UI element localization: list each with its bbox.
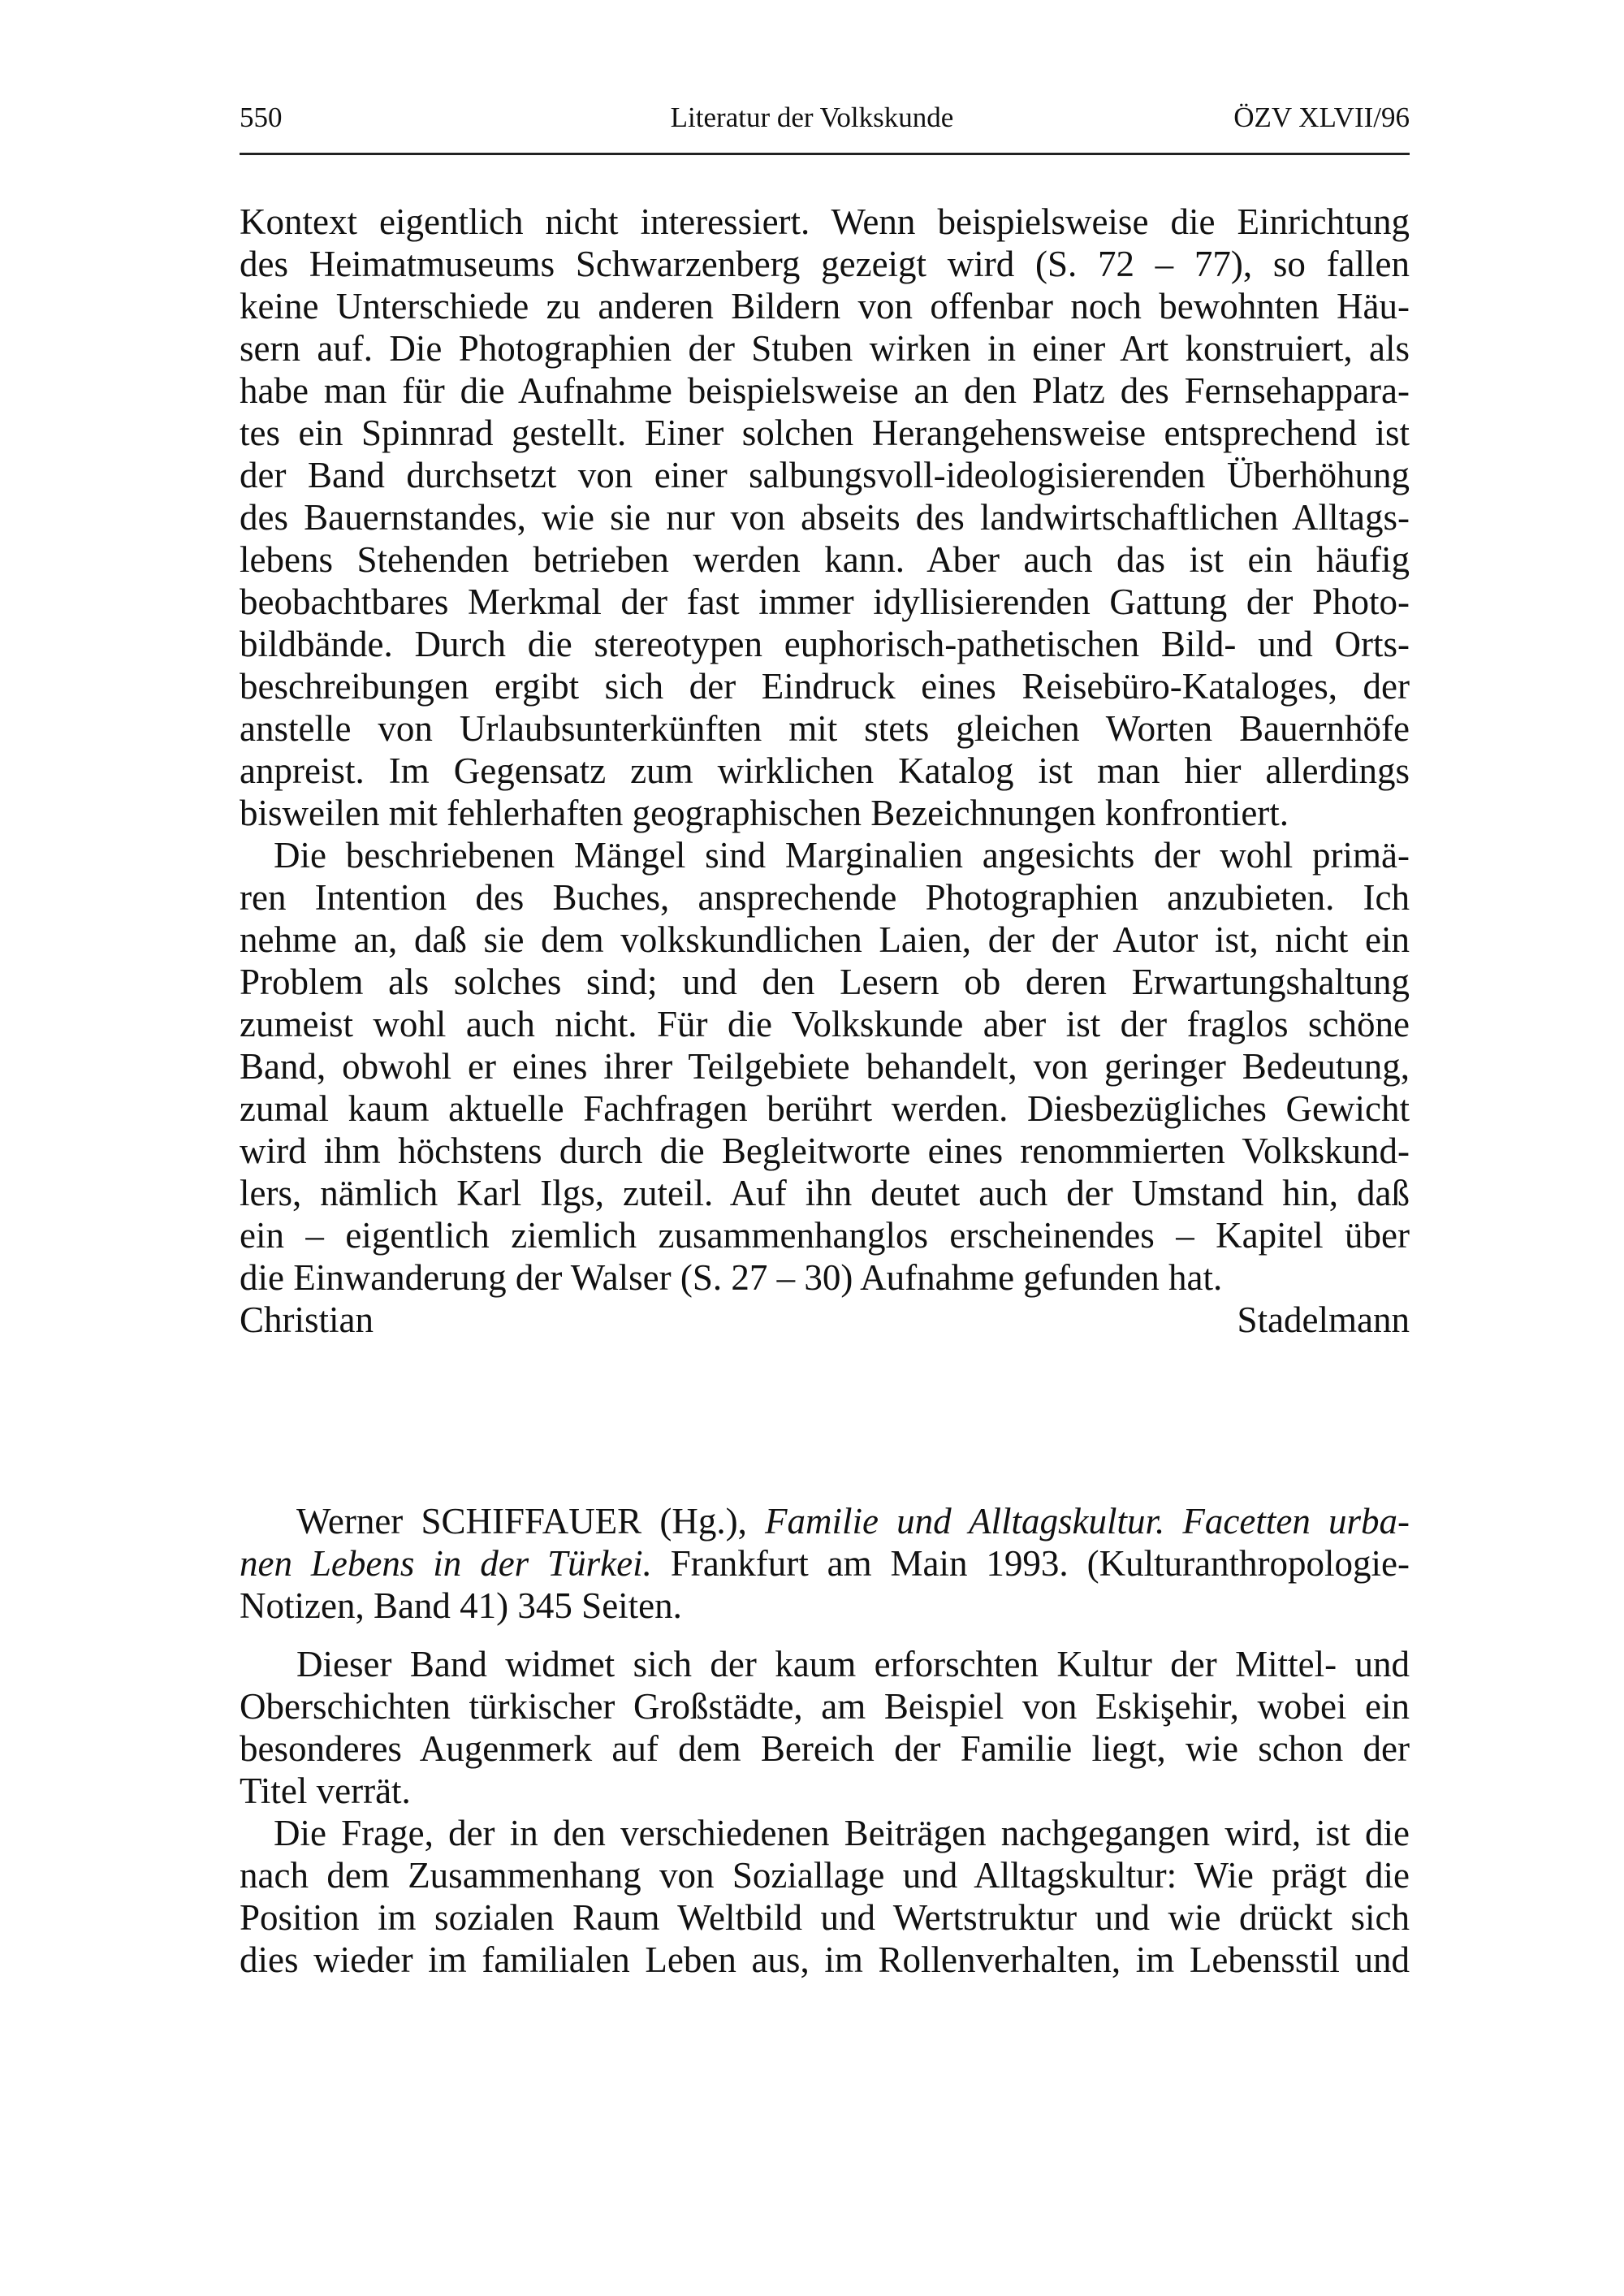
citation-author: Werner SCHIFFAUER (Hg.), (296, 1501, 765, 1541)
text-line: beobachtbares Merkmal der fast immer idyllisierenden Gattung der Photo- (240, 582, 1410, 622)
text-line: bisweilen mit fehlerhaften geographischen Bezeichnungen konfrontiert. (240, 793, 1289, 833)
review2-body (240, 1643, 1410, 1981)
text-line: des Bauernstandes, wie sie nur von abseits des landwirtschaftlichen Alltags- (240, 497, 1410, 538)
page-number: 550 (240, 102, 283, 133)
header-rule (240, 153, 1410, 155)
text-line: anpreist. Im Gegensatz zum wirklichen Katalog ist man hier allerdings (240, 750, 1410, 791)
text-line: Titel verrät. (240, 1771, 411, 1811)
citation-publication: Frankfurt am Main 1993. (Kulturanthropologie- (651, 1543, 1410, 1584)
text-line: Die beschriebenen Mängel sind Marginalien angesichts der wohl primä- (274, 835, 1410, 876)
paragraph (240, 201, 1410, 834)
text-line: zumal kaum aktuelle Fachfragen berührt werden. Diesbezügliches Gewicht (240, 1088, 1410, 1129)
citation-title: Familie und Alltagskultur. Facetten urba- (765, 1501, 1410, 1541)
text-line: Band, obwohl er eines ihrer Teilgebiete behandelt, von geringer Bedeutung, (240, 1046, 1410, 1087)
text-line: wird ihm höchstens durch die Begleitworte eines renommierten Volkskund- (240, 1131, 1410, 1171)
running-title: Literatur der Volkskunde (670, 102, 954, 133)
text-line: besonderes Augenmerk auf dem Bereich der Familie liegt, wie schon der (240, 1728, 1410, 1769)
text-line: lers, nämlich Karl Ilgs, zuteil. Auf ihn deutet auch der Umstand hin, daß (240, 1173, 1410, 1213)
citation-title-cont: nen Lebens in der Türkei. (240, 1543, 652, 1584)
text-line: Kontext eigentlich nicht interessiert. Wenn beispielsweise die Einrichtung (240, 201, 1410, 242)
text-line: dies wieder im familialen Leben aus, im Rollenverhalten, im Lebensstil und (240, 1939, 1410, 1980)
text-line: der Band durchsetzt von einer salbungsvoll-ideologisierenden Überhöhung (240, 455, 1410, 495)
text-line: Die Frage, der in den verschiedenen Beiträgen nachgegangen wird, ist die (274, 1813, 1410, 1853)
text-line: ren Intention des Buches, ansprechende Photographien anzubieten. Ich (240, 877, 1410, 918)
reviewer-signature: Christian Stadelmann (240, 1299, 1410, 1340)
citation-line (240, 1542, 1410, 1585)
text-line: Problem als solches sind; und den Lesern ob deren Erwartungshaltung (240, 962, 1410, 1002)
citation-line: Notizen, Band 41) 345 Seiten. (240, 1585, 682, 1626)
text-line: zumeist wohl auch nicht. Für die Volkskunde aber ist der fraglos schöne (240, 1004, 1410, 1044)
review1-body (240, 201, 1410, 1341)
text-line: bildbände. Durch die stereotypen euphorisch-pathetischen Bild- und Orts- (240, 624, 1410, 664)
text-line: nach dem Zusammenhang von Soziallage und Alltagskultur: Wie prägt die (240, 1855, 1410, 1896)
text-line: lebens Stehenden betrieben werden kann. Aber auch das ist ein häufig (240, 539, 1410, 580)
review2-citation (240, 1500, 1410, 1627)
paragraph (240, 1812, 1410, 1981)
citation-line (240, 1500, 1410, 1542)
text-line: sern auf. Die Photographien der Stuben wirken in einer Art konstruiert, als (240, 328, 1410, 369)
text-line: tes ein Spinnrad gestellt. Einer solchen Herangehensweise entsprechend ist (240, 413, 1410, 453)
text-line: habe man für die Aufnahme beispielsweise an den Platz des Fernsehappara- (240, 370, 1410, 411)
text-line: ein – eigentlich ziemlich zusammenhanglos erscheinendes – Kapitel über (240, 1215, 1410, 1256)
paragraph (240, 834, 1410, 1299)
text-line: des Heimatmuseums Schwarzenberg gezeigt wird (S. 72 – 77), so fallen (240, 244, 1410, 284)
text-line: Dieser Band widmet sich der kaum erforschten Kultur der Mittel- und (296, 1644, 1410, 1684)
text-line: Position im sozialen Raum Weltbild und Wertstruktur und wie drückt sich (240, 1897, 1410, 1938)
journal-issue: ÖZV XLVII/96 (1233, 102, 1410, 133)
text-line: anstelle von Urlaubsunterkünften mit stets gleichen Worten Bauernhöfe (240, 708, 1410, 749)
text-line: keine Unterschiede zu anderen Bildern von offenbar noch bewohnten Häu- (240, 286, 1410, 326)
text-line: beschreibungen ergibt sich der Eindruck eines Reisebüro-Kataloges, der (240, 666, 1410, 707)
paragraph (240, 1643, 1410, 1812)
text-line: die Einwanderung der Walser (S. 27 – 30) Aufnahme gefunden hat. (240, 1257, 1223, 1298)
text-line: Oberschichten türkischer Großstädte, am Beispiel von Eskişehir, wobei ein (240, 1686, 1410, 1727)
text-line: nehme an, daß sie dem volkskundlichen Laien, der der Autor ist, nicht ein (240, 919, 1410, 960)
